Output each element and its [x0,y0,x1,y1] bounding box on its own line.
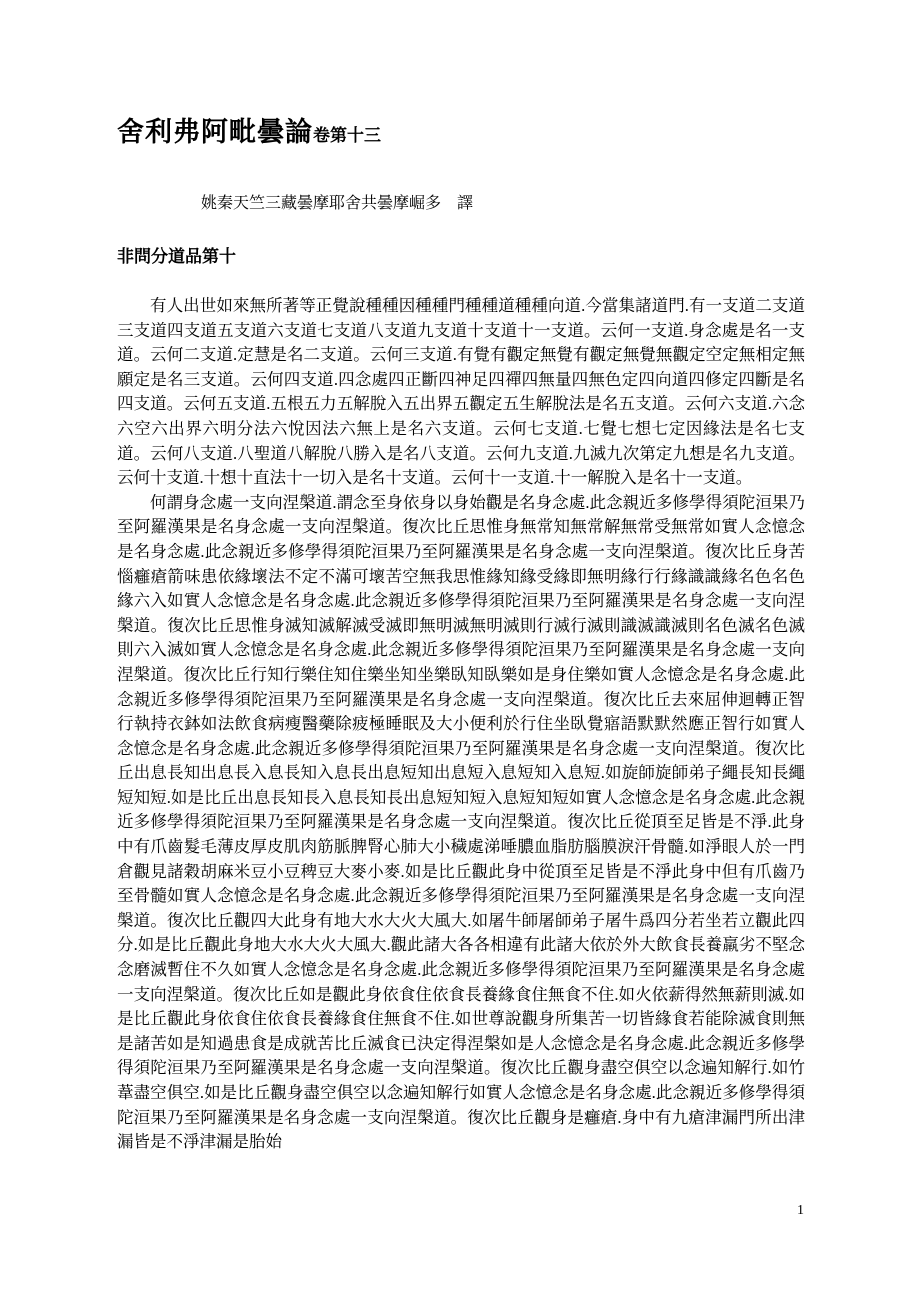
title-main-text: 舍利弗阿毗曇論 [117,117,313,147]
body-text [117,294,805,1155]
translator-line: 姚秦天竺三藏曇摩耶舍共曇摩崛多 譯 [201,195,474,212]
document-title [117,116,805,152]
paragraph-1: 有人出世如來無所著等正覺說種種因種種門種種道種種向道.今當集諸道門.有一支道二支道三支道四支道五支道六支道七支道八支道九支道十支道十一支道。云何一支道.身念處是名一支道。云何二支道.定慧是名二支道。云何三支道.有覺有觀定無覺有觀定無覺無觀定空定無相定無願定是名三支道。云何四支道.四念處四正斷四神足四禪四無量四無色定四向道四修定四斷是名四支道。云何五支道.五根五力五解脫入五出界五觀定五生解脫法是名五支道。云何六支道.六念六空六出界六明分法六悅因法六無上是名六支道。云何七支道.七覺七想七定因緣法是名七支道。云何八支道.八聖道八解脫八勝入是名八支道。云何九支道.九滅九次第定九想是名九支道。云何十支道.十想十直法十一切入是名十支道。云何十一支道.十一解脫入是名十一支道。 [117,296,805,488]
paragraph-2: 何謂身念處一支向涅槃道.謂念至身依身以身始觀是名身念處.此念親近多修學得須陀洹果乃至阿羅漢果是名身念處一支向涅槃道。復次比丘思惟身無常知無常解無常受無常如實人念憶念是名身念處.此念親近多修學得須陀洹果乃至阿羅漢果是名身念處一支向涅槃道。復次比丘身苦惱癰瘡箭味患依緣壞法不定不滿可壞苦空無我思惟緣知緣受緣即無明緣行行緣識識緣名色名色緣六入如實人念憶念是名身念處.此念親近多修學得須陀洹果乃至阿羅漢果是名身念處一支向涅槃道。復次比丘思惟身滅知滅解滅受滅即無明滅無明滅則行滅行滅則識滅識滅則名色滅名色滅則六入滅如實人念憶念是名身念處.此念親近多修學得須陀洹果乃至阿羅漢果是名身念處一支向涅槃道。復次比丘行知行樂住知住樂坐知坐樂臥知臥樂如是身住樂如實人念憶念是名身念處.此念親近多修學得須陀洹果乃至阿羅漢果是名身念處一支向涅槃道。復次比丘去來屈伸迴轉正智行執持衣鉢如法飲食病瘦醫藥除疲極睡眠及大小便利於行住坐臥覺寤語默默然應正智行如實人念憶念是名身念處.此念親近多修學得須陀洹果乃至阿羅漢果是名身念處一支向涅槃道。復次比丘出息長知出息長入息長知入息長出息短知出息短入息短知入息短.如旋師旋師弟子繩長知長繩短知短.如是比丘出息長知長入息長知長出息短知短入息短知短如實人念憶念是名身念處.此念親近多修學得須陀洹果乃至阿羅漢果是名身念處一支向涅槃道。復次比丘從頂至足皆是不淨.此身中有爪齒髮毛薄皮厚皮肌肉筋脈脾腎心肺大小穢處涕唾膿血脂肪腦膜淚汗骨髓.如淨眼人於一門倉觀見諸穀胡麻米豆小豆稗豆大麥小麥.如是比丘觀此身中從頂至足皆是不淨此身中但有爪齒乃至骨髓如實人念憶念是名身念處.此念親近多修學得須陀洹果乃至阿羅漢果是名身念處一支向涅槃道。復次比丘觀四大此身有地大水大火大風大.如屠牛師屠師弟子屠牛爲四分若坐若立觀此四分.如是比丘觀此身地大水大火大風大.觀此諸大各各相違有此諸大依於外大飲食長養羸劣不堅念念磨滅暫住不久如實人念憶念是名身念處.此念親近多修學得須陀洹果乃至阿羅漢果是名身念處一支向涅槃道。復次比丘如是觀此身依食住依食長養緣食住無食不住.如火依薪得然無薪則滅.如是比丘觀此身依食住依食長養緣食住無食不住.如世尊說觀身所集苦一切皆緣食若能除滅食則無是諸苦如是知過患食是成就苦比丘滅食已決定得涅槃如是人念憶念是名身念處.此念親近多修學得須陀洹果乃至阿羅漢果是名身念處一支向涅槃道。復次比丘觀身盡空俱空以念遍知解行.如竹葦盡空俱空.如是比丘觀身盡空俱空以念遍知解行如實人念憶念是名身念處.此念親近多修學得須陀洹果乃至阿羅漢果是名身念處一支向涅槃道。復次比丘觀身是癰瘡.身中有九瘡津漏門所出津漏皆是不淨津漏是胎始 [117,492,805,1152]
page-number: 1 [797,1203,804,1218]
title-fascicle-number: 卷第十三 [313,126,381,145]
section-heading: 非問分道品第十 [117,247,236,266]
